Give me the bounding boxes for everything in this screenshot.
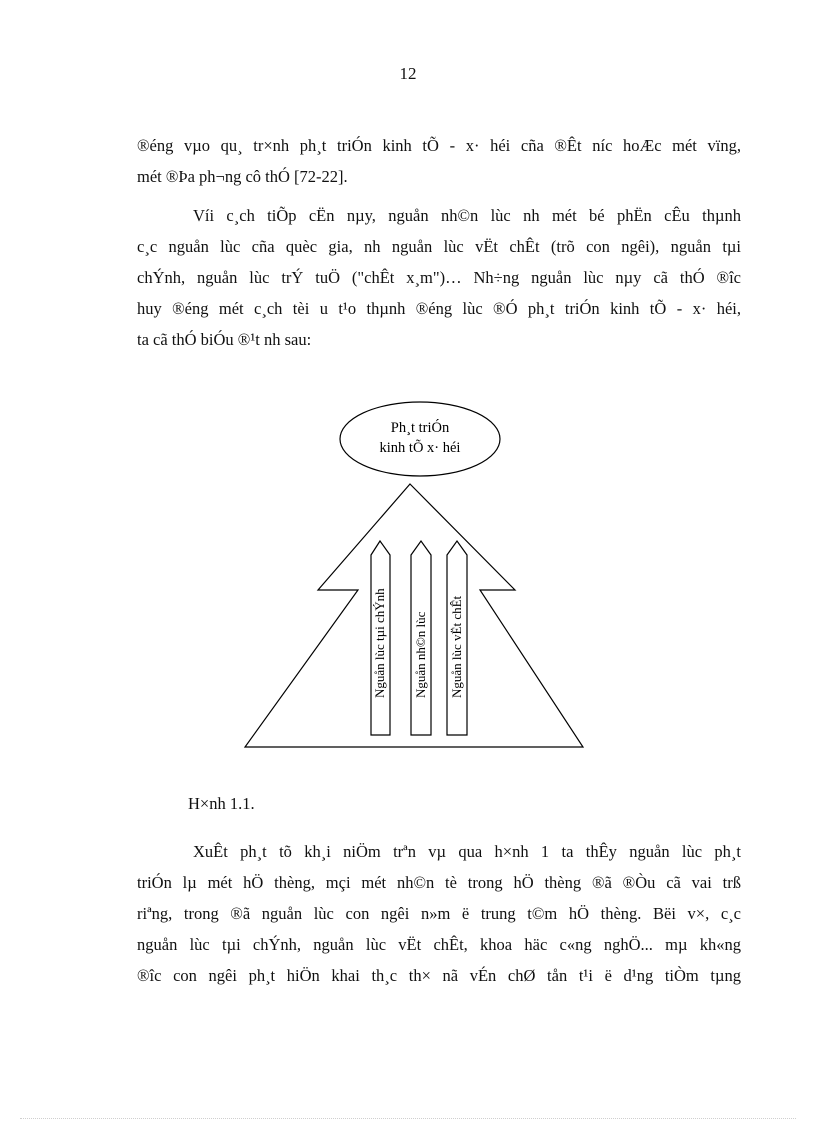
goal-label-line2: kinh tÕ x· héi <box>379 440 461 456</box>
text-line: c¸c nguån lùc cña quèc gia, nh nguån lùc vËt chÊt (trõ con ngêi), nguån tµi <box>137 237 741 256</box>
text-line: nguån lùc tµi chÝnh, nguån lùc vËt chÊt, khoa häc c«ng nghÖ... mµ kh«ng <box>137 935 741 954</box>
page-number: 12 <box>399 64 417 83</box>
text-line: chÝnh, nguån lùc trÝ tuÖ ("chÊt x¸m")… Nh÷ng nguån lùc nµy cã thÓ ®îc <box>137 268 741 287</box>
text-line: huy ®éng mét c¸ch tèi u t¹o thµnh ®éng lùc ®Ó ph¸t triÓn kinh tÕ - x· héi, <box>137 299 741 318</box>
pillar-label-human: Nguån nh©n lùc <box>413 611 428 698</box>
text-line: riªng, trong ®ã nguån lùc con ngêi n»m ë trung t©m hÖ thèng. Bëi v×, c¸c <box>137 904 741 923</box>
text-line: triÓn lµ mét hÖ thèng, mçi mét nh©n tè trong hÖ thèng ®ã ®Òu cã vai trß <box>137 873 741 892</box>
pillar-label-material: Nguån lùc vËt chÊt <box>449 595 464 698</box>
figure-caption: H×nh 1.1. <box>188 794 255 813</box>
text-line: Víi c¸ch tiÕp cËn nµy, nguån nh©n lùc nh mét bé phËn cÊu thµnh <box>193 206 741 225</box>
paragraph-3 <box>137 836 741 991</box>
pillar-label-finance: Nguån lùc tµi chÝnh <box>372 588 387 698</box>
goal-ellipse <box>340 402 500 476</box>
text-line: XuÊt ph¸t tõ kh¸i niÖm trªn vµ qua h×nh 1 ta thÊy nguån lùc ph¸t <box>193 842 741 861</box>
text-line: ®éng vµo qu¸ tr×nh ph¸t triÓn kinh tÕ - x· héi cña ®Êt níc hoÆc mét vïng, <box>137 136 741 155</box>
text-line: mét ®Þa ph¬ng cô thÓ [72-22]. <box>137 167 348 186</box>
text-line: ta cã thÓ biÓu ®¹t nh sau: <box>137 330 312 349</box>
goal-label-line1: Ph¸t triÓn <box>390 420 450 436</box>
page-bottom-divider <box>20 1118 796 1119</box>
text-line: ®îc con ngêi ph¸t hiÖn khai th¸c th× nã vÉn chØ tån t¹i ë d¹ng tiÒm tµng <box>137 966 741 985</box>
